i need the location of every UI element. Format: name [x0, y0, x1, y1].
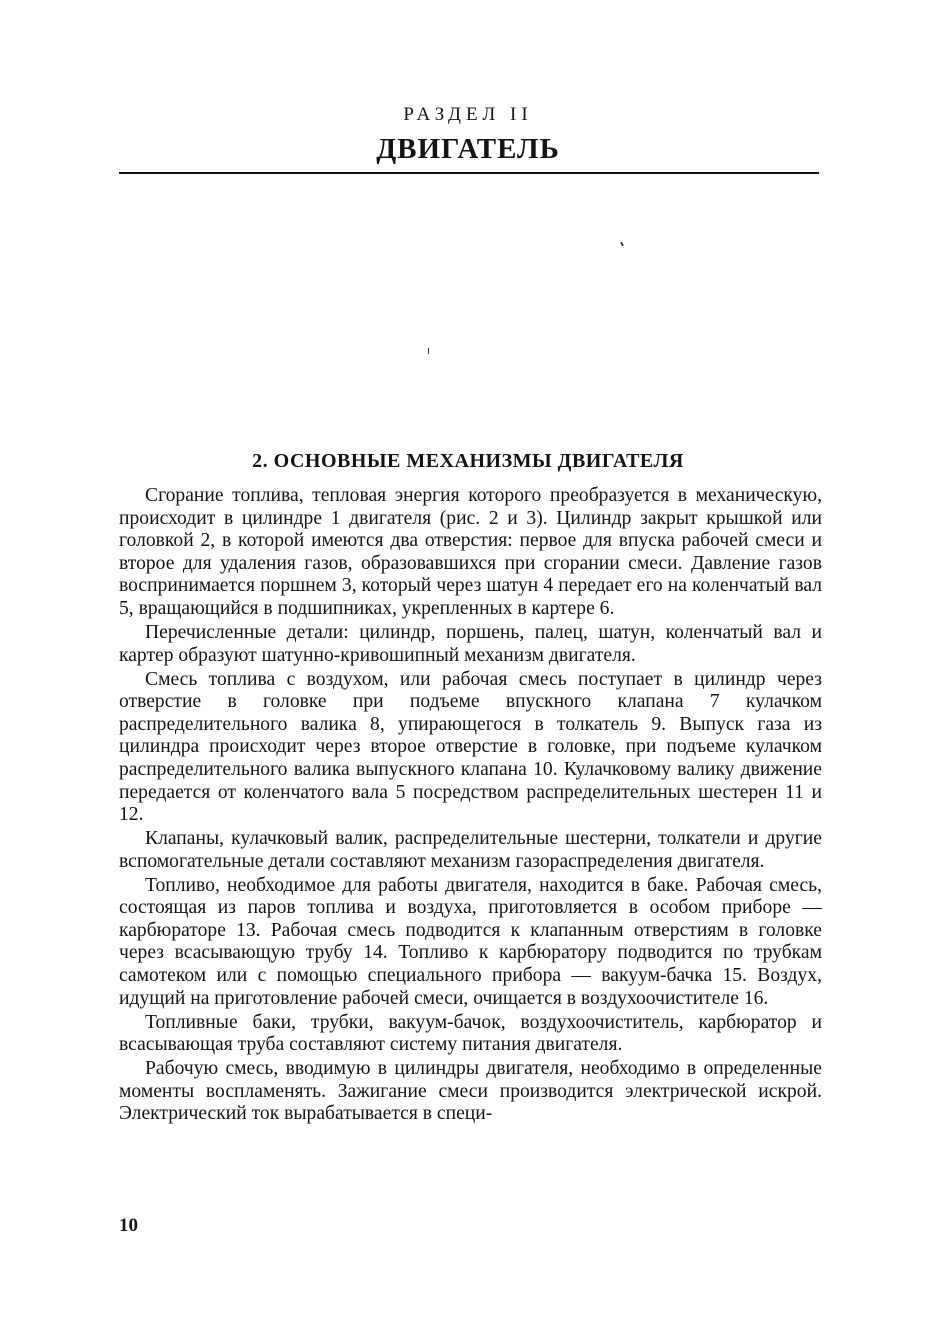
paragraph: Топливные баки, трубки, вакуум-бачок, воздухоочиститель, карбюратор и всасывающая труба составляют систему питания двигателя. — [119, 1011, 822, 1056]
paragraph: Рабочую смесь, вводимую в цилиндры двигателя, необходимо в определенные моменты воспламенять. Зажигание смеси производится электрической искрой. Электрический ток вырабатывается в специ- — [119, 1058, 822, 1125]
body-text — [119, 485, 822, 1127]
paragraph: Смесь топлива с воздухом, или рабочая смесь поступает в цилиндр через отверстие в головке при подъеме впускного клапана 7 кулачком распределительного валика 8, упирающегося в толкатель 9. Выпуск газа из цилиндра происходит через второе отверстие в головке, при подъеме кулачком распределительного валика выпускного клапана 10. Кулачковому валику движение передается от коленчатого вала 5 посредством распределительных шестерен 11 и 12. — [119, 668, 822, 826]
page-number: 10 — [119, 1215, 138, 1236]
scan-speck — [620, 242, 624, 246]
section-label: РАЗДЕЛ II — [403, 104, 533, 125]
section-title: ДВИГАТЕЛЬ — [376, 133, 560, 165]
paragraph: Перечисленные детали: цилиндр, поршень, палец, шатун, коленчатый вал и картер образуют шатунно-кривошипный механизм двигателя. — [119, 621, 822, 666]
title-rule — [119, 172, 819, 174]
paragraph: Топливо, необходимое для работы двигателя, находится в баке. Рабочая смесь, состоящая из паров топлива и воздуха, приготовляется в особом приборе — карбюраторе 13. Рабочая смесь подводится к клапанным отверстиям в головке через всасывающую трубу 14. Топливо к карбюратору подводится по трубкам самотеком или с помощью специального прибора — вакуум-бачка 15. Воздух, идущий на приготовление рабочей смеси, очищается в воздухоочистителе 16. — [119, 874, 822, 1009]
scan-speck — [428, 348, 429, 354]
paragraph: Сгорание топлива, тепловая энергия которого преобразуется в механическую, происходит в цилиндре 1 двигателя (рис. 2 и 3). Цилиндр закрыт крышкой или головкой 2, в которой имеются два отверстия: первое для впуска рабочей смеси и второе для удаления газов, образовавшихся при сгорании смеси. Давление газов воспринимается поршнем 3, который через шатун 4 передает его на коленчатый вал 5, вращающийся в подшипниках, укрепленных в картере 6. — [119, 485, 822, 619]
paragraph: Клапаны, кулачковый валик, распределительные шестерни, толкатели и другие вспомогательные детали составляют механизм газораспределения двигателя. — [119, 828, 822, 872]
chapter-heading: 2. ОСНОВНЫЕ МЕХАНИЗМЫ ДВИГАТЕЛЯ — [252, 450, 684, 472]
